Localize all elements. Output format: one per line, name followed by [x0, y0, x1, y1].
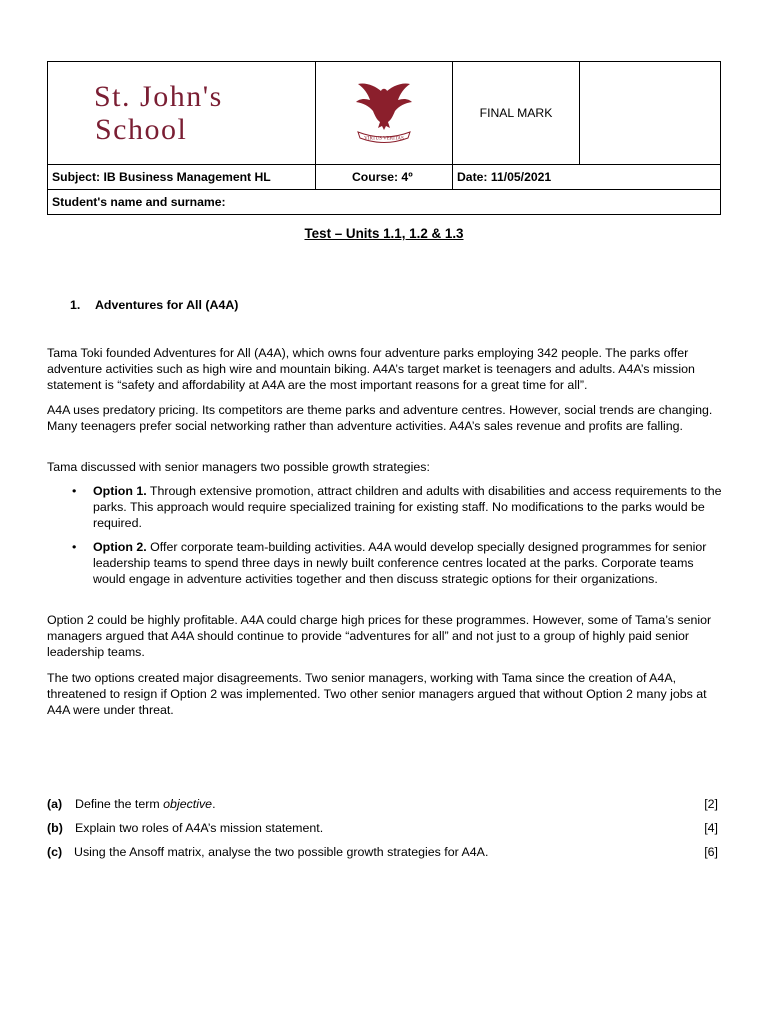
paragraph: Option 2 could be highly profitable. A4A could charge high prices for these programmes. However, some of Tama’s senior managers argued that A4A should continue to provide “adventures for all” and not just to a group of highly paid senior leadership teams.: [47, 613, 712, 659]
subquestion-label: (c): [47, 845, 63, 859]
school-name-line2: School: [95, 113, 188, 146]
question-number: 1.: [70, 298, 81, 312]
paragraph: A4A uses predatory pricing. Its competitors are theme parks and adventure centres. However, social trends are changing. Many teenagers prefer social networking rather than adventure activities. A4A’s sales revenue and profits are falling.: [47, 403, 713, 433]
option-text: Offer corporate team-building activities. A4A would develop specially designed programmes for senior leadership teams to spend three days in newly built conference centres located at the parks. Corporate teams would engage in adventure activities together and then discuss strategic options for their organizations.: [93, 540, 707, 586]
header-table: [47, 61, 721, 215]
student-name-field[interactable]: Student's name and surname:: [48, 190, 721, 215]
subquestion-text: Define the term: [75, 797, 164, 811]
paragraph: Tama Toki founded Adventures for All (A4A), which owns four adventure parks employing 342 people. The parks offer adventure activities such as high wire and mountain biking. A4A’s target market is teenagers and adults. A4A’s mission statement is “safety and affordability at A4A are the most important reasons for a great time for all”.: [47, 346, 695, 392]
school-name-line1: St. John's: [94, 80, 223, 113]
subquestion-label: (a): [47, 797, 63, 811]
subquestion-b: [47, 820, 718, 836]
subject-cell: Subject: IB Business Management HL: [48, 165, 316, 190]
question-title: Adventures for All (A4A): [94, 298, 239, 312]
subquestion-text: Explain two roles of A4A’s mission statement.: [75, 821, 324, 835]
subquestion-text: Using the Ansoff matrix, analyse the two possible growth strategies for A4A.: [74, 845, 489, 859]
school-logo: [48, 80, 315, 146]
option-label: Option 1.: [93, 484, 147, 498]
marks: [2]: [704, 797, 718, 811]
paragraph: Tama discussed with senior managers two possible growth strategies:: [47, 460, 430, 474]
course-cell: Course: 4º: [316, 165, 453, 190]
date-cell: Date: 11/05/2021: [453, 165, 721, 190]
bullet-icon: •: [72, 484, 77, 498]
marks: [6]: [704, 845, 718, 859]
crest-cell: [316, 62, 453, 165]
crest-motto: VIRTUS VERITAS: [364, 136, 404, 141]
subquestion-end: .: [212, 797, 216, 811]
option-label: Option 2.: [93, 540, 147, 554]
final-mark-box[interactable]: [580, 62, 721, 165]
paragraph: The two options created major disagreements. Two senior managers, working with Tama since the creation of A4A, threatened to resign if Option 2 was implemented. Two other senior managers argued that without Option 2 many jobs at A4A were under threat.: [47, 671, 707, 717]
test-title: Test – Units 1.1, 1.2 & 1.3: [304, 226, 464, 241]
option-item: [72, 539, 722, 587]
eagle-crest-icon: [344, 78, 424, 146]
option-item: [72, 483, 722, 531]
subquestion-c: [47, 844, 718, 860]
final-mark-label: FINAL MARK: [453, 62, 580, 165]
marks: [4]: [704, 821, 718, 835]
question-heading: [70, 298, 238, 312]
bullet-icon: •: [72, 540, 77, 554]
subquestion-a: [47, 796, 718, 812]
option-text: Through extensive promotion, attract children and adults with disabilities and access requirements to the parks. This approach would require specialized training for existing staff. No modifications to the parks would be required.: [93, 484, 722, 530]
subquestion-label: (b): [47, 821, 63, 835]
school-logo-cell: [48, 62, 316, 165]
subquestion-term: objective: [163, 797, 213, 811]
